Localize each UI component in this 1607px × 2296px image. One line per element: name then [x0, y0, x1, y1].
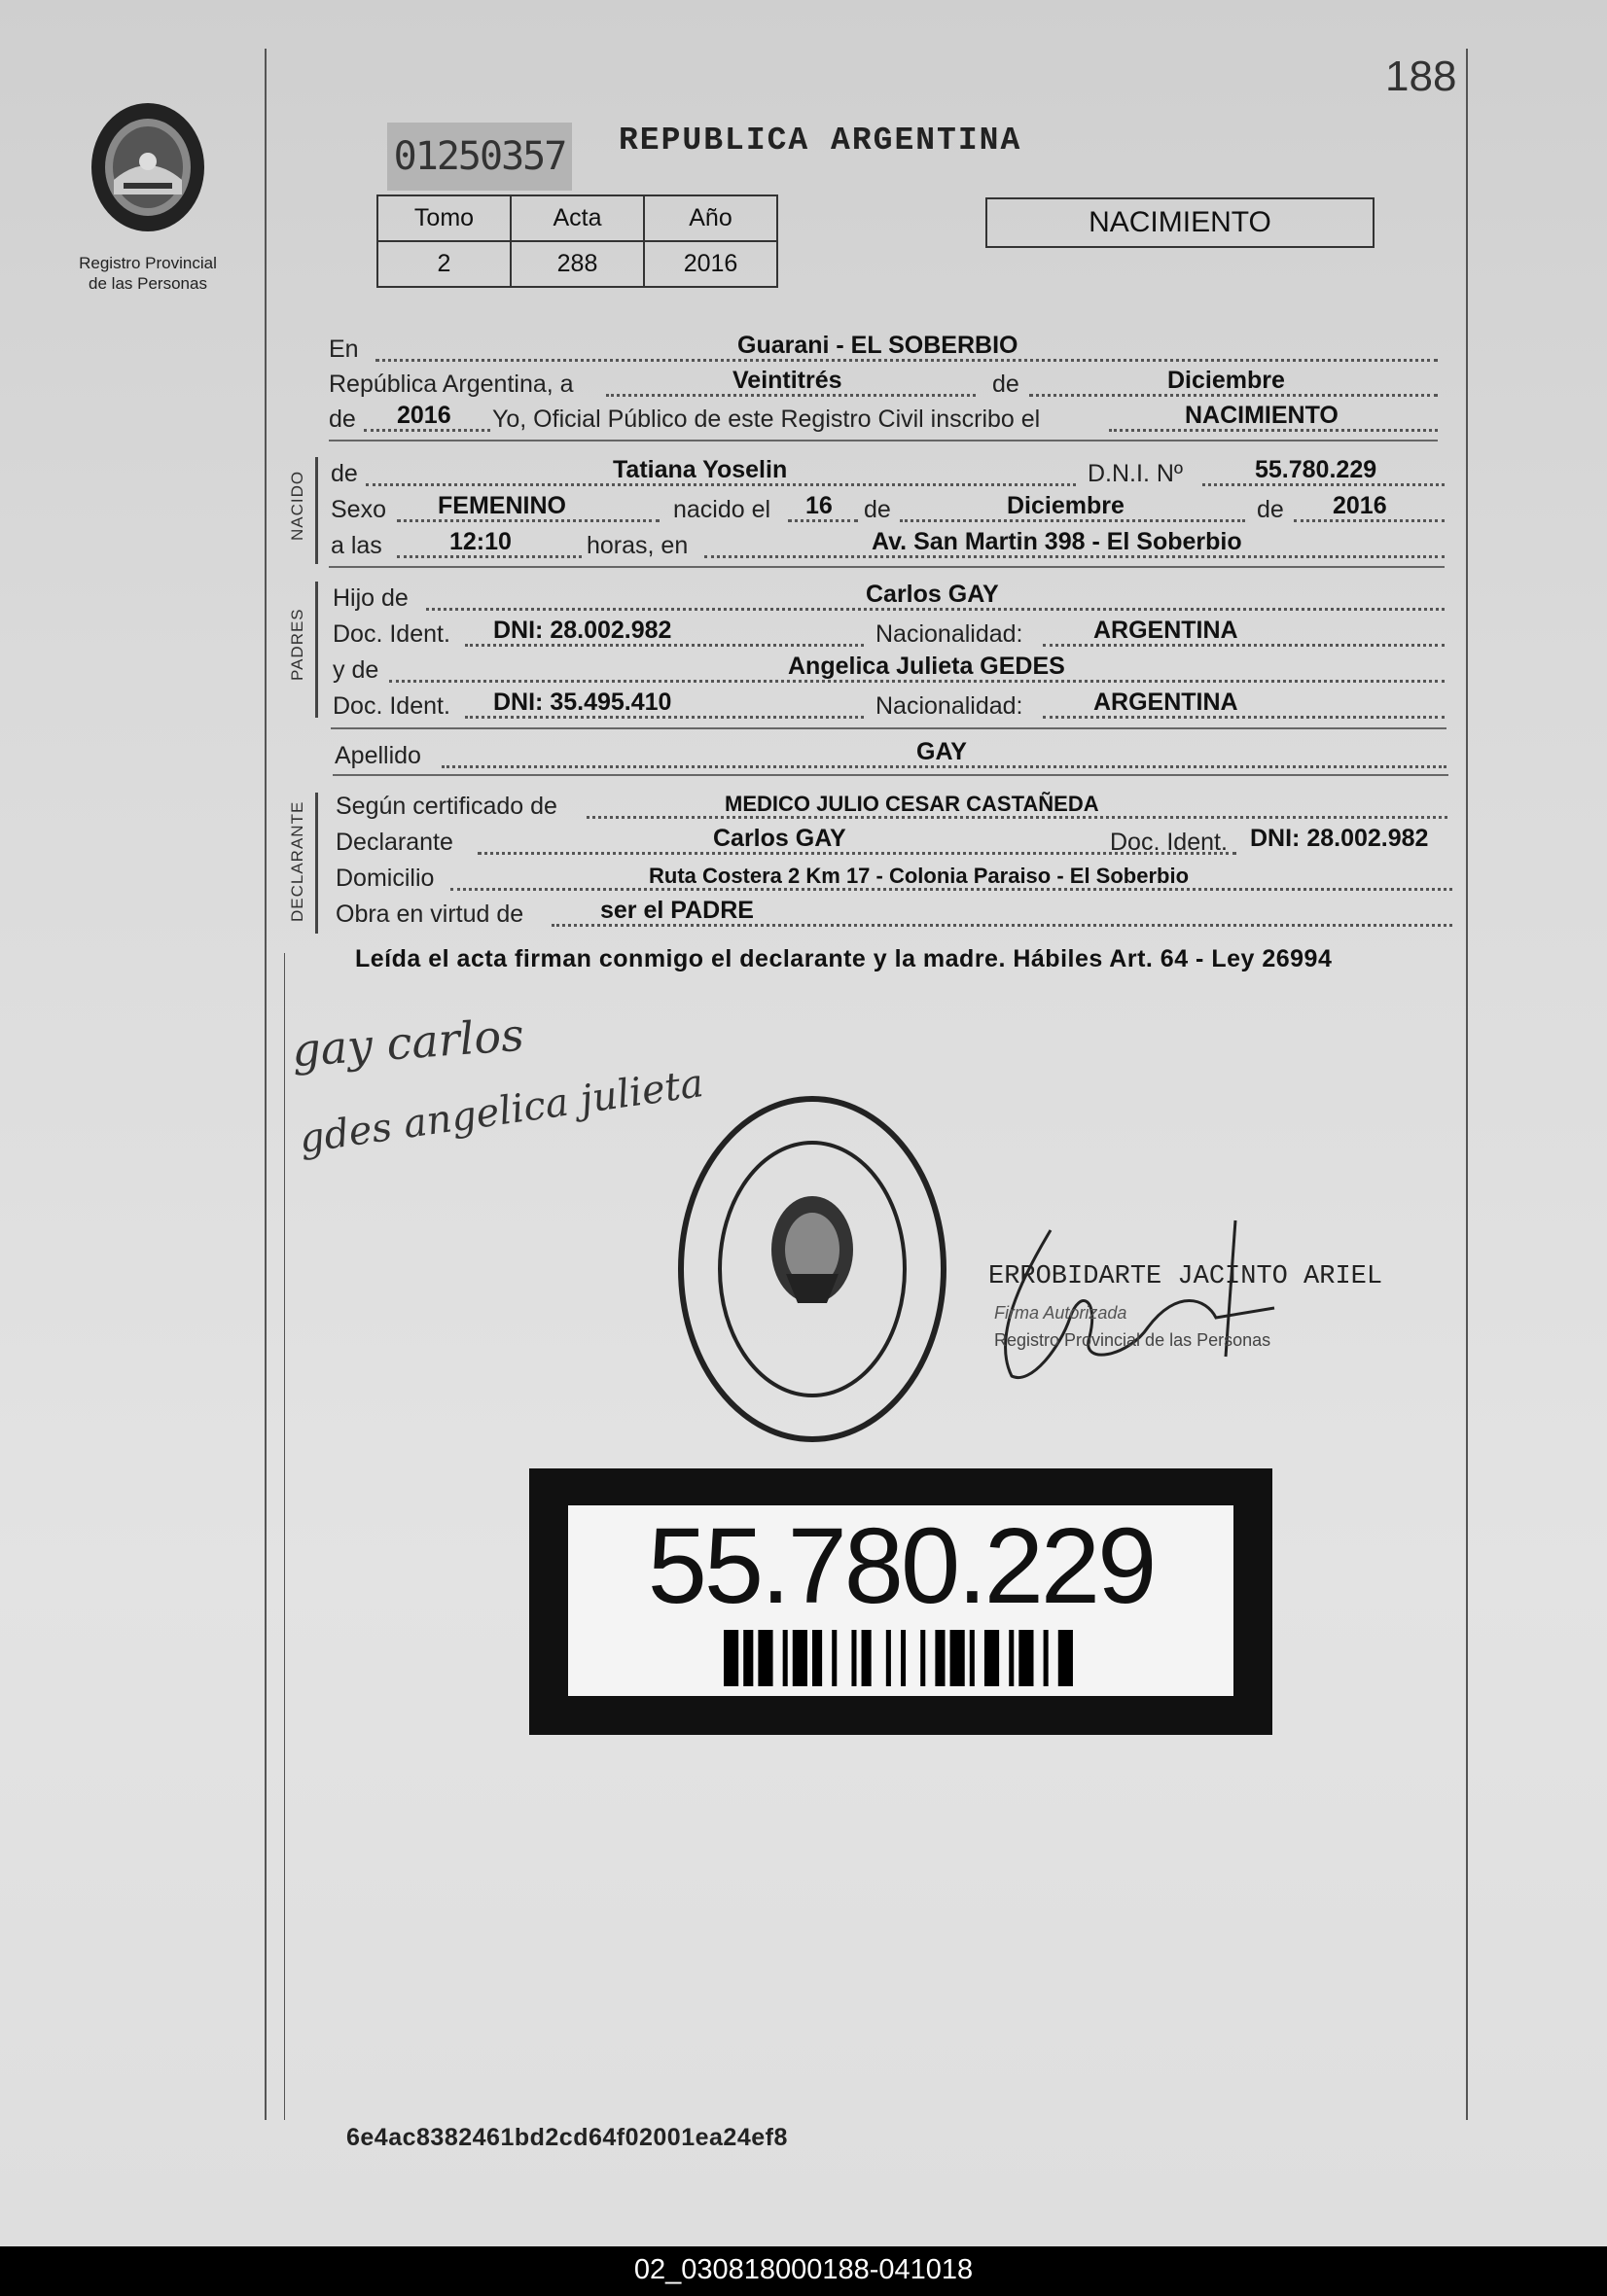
official-office: Registro Provincial de las Personas: [994, 1330, 1271, 1350]
row-year: [329, 401, 1438, 436]
republic-label: República Argentina, a: [329, 371, 574, 398]
hijo-label: Hijo de: [333, 584, 409, 612]
a-las-label: a las: [331, 532, 382, 559]
row-mother-doc: [333, 688, 1445, 723]
day-words-value: Veintitrés: [732, 367, 842, 394]
mother-doc-value: DNI: 35.495.410: [493, 689, 672, 716]
row-nacido-name: [331, 455, 1445, 490]
yde-label: y de: [333, 656, 379, 684]
birth-year-value: 2016: [1333, 492, 1387, 519]
section-padres: PADRES: [288, 608, 306, 681]
cert-label: Según certificado de: [336, 793, 557, 820]
page-number: 188: [1385, 53, 1457, 100]
child-name-value: Tatiana Yoselin: [613, 456, 788, 483]
birth-time-value: 12:10: [449, 528, 512, 555]
child-dni-value: 55.780.229: [1255, 456, 1377, 483]
handwritten-declarant-signature: gay carlos: [290, 1007, 526, 1077]
value-tomo: 2: [377, 241, 511, 287]
obra-label: Obra en virtud de: [336, 901, 524, 928]
header-acta: Acta: [511, 195, 644, 241]
row-sexo: [331, 491, 1445, 526]
sexo-value: FEMENINO: [438, 492, 566, 519]
row-mother: [333, 652, 1445, 687]
left-margin-line: [265, 49, 267, 2120]
document-hash: 6e4ac8382461bd2cd64f02001ea24ef8: [346, 2124, 788, 2151]
official-name: ERROBIDARTE JACINTO ARIEL: [988, 1262, 1383, 1291]
row-obra: [336, 896, 1452, 931]
de-day-label: de: [864, 496, 891, 523]
legal-note: Leída el acta firman conmigo el declarante y la madre. Hábiles Art. 64 - Ley 26994: [355, 945, 1333, 972]
event-value: NACIMIENTO: [1185, 402, 1339, 429]
sexo-label: Sexo: [331, 496, 386, 523]
father-nac-label: Nacionalidad:: [875, 620, 1023, 648]
registry-logo: [70, 97, 226, 294]
row-hijo: [333, 580, 1445, 615]
section-declarante: DECLARANTE: [288, 800, 306, 922]
father-doc-label: Doc. Ident.: [333, 620, 450, 648]
cert-value: MEDICO JULIO CESAR CASTAÑEDA: [725, 792, 1099, 816]
serial-number: 01250357: [387, 123, 572, 191]
dni-barcode-label: [529, 1468, 1272, 1735]
month-value: Diciembre: [1167, 367, 1285, 394]
en-label: En: [329, 336, 359, 363]
obra-value: ser el PADRE: [600, 897, 754, 924]
inner-margin-line: [284, 953, 285, 2120]
section-nacido: NACIDO: [288, 470, 306, 541]
de-month-label: de: [1257, 496, 1284, 523]
barcode-icon: [724, 1630, 1078, 1686]
horas-label: horas, en: [587, 532, 689, 559]
decl-doc-value: DNI: 28.002.982: [1250, 825, 1429, 852]
domicilio-value: Ruta Costera 2 Km 17 - Colonia Paraiso - El Soberbio: [649, 864, 1190, 888]
mother-doc-label: Doc. Ident.: [333, 692, 450, 720]
nacido-el-label: nacido el: [673, 496, 771, 523]
dni-label: D.N.I. Nº: [1088, 460, 1184, 487]
province-seal-icon: [85, 97, 211, 238]
header-anio: Año: [644, 195, 777, 241]
row-hora: [331, 527, 1445, 562]
row-republica: [329, 366, 1438, 401]
header-tomo: Tomo: [377, 195, 511, 241]
record-table: [376, 194, 778, 288]
decl-label: Declarante: [336, 829, 453, 856]
apellido-label: Apellido: [335, 742, 421, 769]
value-acta: 288: [511, 241, 644, 287]
father-doc-value: DNI: 28.002.982: [493, 617, 672, 644]
apellido-value: GAY: [916, 738, 967, 765]
father-nationality-value: ARGENTINA: [1093, 617, 1238, 644]
row-decl: [336, 824, 1452, 859]
row-en: [329, 331, 1438, 366]
place-value: Guarani - EL SOBERBIO: [737, 332, 1018, 359]
mother-value: Angelica Julieta GEDES: [788, 653, 1065, 680]
row-father-doc: [333, 616, 1445, 651]
mother-nac-label: Nacionalidad:: [875, 692, 1023, 720]
row-domicilio: [336, 860, 1452, 895]
logo-caption-line2: de las Personas: [89, 274, 207, 293]
right-margin-line: [1466, 49, 1468, 2120]
row-apellido: [335, 737, 1446, 772]
row-cert: [336, 788, 1447, 823]
footer-id: 02_030818000188-041018: [633, 2254, 974, 2285]
officer-text: Yo, Oficial Público de este Registro Civil inscribo el: [492, 406, 1041, 433]
footer-bar: [0, 2246, 1607, 2296]
de-label-2: de: [329, 406, 356, 433]
birth-month-value: Diciembre: [1007, 492, 1125, 519]
mother-nationality-value: ARGENTINA: [1093, 689, 1238, 716]
de-name-label: de: [331, 460, 358, 487]
year-value: 2016: [397, 402, 451, 429]
birth-day-value: 16: [805, 492, 833, 519]
domicilio-label: Domicilio: [336, 865, 435, 892]
father-value: Carlos GAY: [866, 581, 999, 608]
barcode-number: 55.780.229: [647, 1506, 1155, 1626]
logo-caption-line1: Registro Provincial: [79, 254, 217, 272]
record-type: NACIMIENTO: [985, 197, 1375, 248]
de-label: de: [992, 371, 1019, 398]
decl-value: Carlos GAY: [713, 825, 846, 852]
birth-place-value: Av. San Martin 398 - El Soberbio: [872, 528, 1242, 555]
country-heading: REPUBLICA ARGENTINA: [619, 123, 1022, 159]
decl-doc-label: Doc. Ident.: [1110, 829, 1228, 856]
value-anio: 2016: [644, 241, 777, 287]
official-role: Firma Autorizada: [994, 1303, 1127, 1323]
handwritten-mother-signature: gdes angelica julieta: [296, 1061, 707, 1162]
registry-stamp: [671, 1084, 953, 1454]
